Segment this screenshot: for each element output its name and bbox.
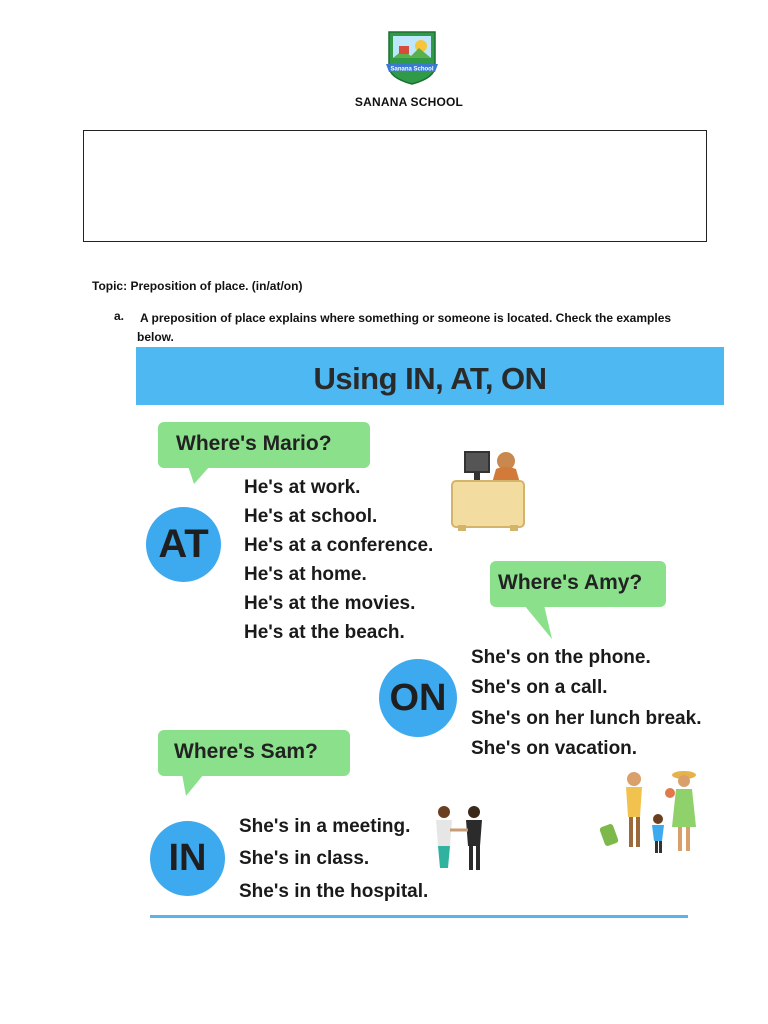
on-line: She's on the phone. xyxy=(471,647,651,668)
on-line: She's on a call. xyxy=(471,677,608,698)
circle-on xyxy=(379,659,457,737)
topic-heading: Topic: Preposition of place. (in/at/on) xyxy=(92,279,303,293)
at-line: He's at a conference. xyxy=(244,535,434,556)
meeting-illustration xyxy=(426,802,496,872)
infographic-title: Using IN, AT, ON xyxy=(313,361,547,396)
speech-bubble-sam xyxy=(158,730,350,776)
school-logo xyxy=(383,28,441,86)
label-at: AT xyxy=(158,522,209,566)
circle-at xyxy=(146,507,221,582)
in-line: She's in the hospital. xyxy=(239,881,429,902)
question-sam: Where's Sam? xyxy=(174,740,318,763)
bubble-tail xyxy=(182,774,204,796)
logo-text: Sanana School xyxy=(390,66,434,73)
at-line: He's at home. xyxy=(244,564,367,585)
label-on: ON xyxy=(389,677,447,719)
in-line: She's in class. xyxy=(239,848,370,869)
speech-bubble-amy xyxy=(490,561,666,607)
list-marker: a. xyxy=(114,309,125,323)
bubble-tail xyxy=(188,466,212,484)
at-line: He's at school. xyxy=(244,506,378,527)
at-line: He's at the movies. xyxy=(244,593,416,614)
speech-bubble-mario xyxy=(158,422,370,468)
item-a-text: A preposition of place explains where something or someone is located. Check the examples below. xyxy=(137,311,672,344)
circle-in xyxy=(150,821,225,896)
at-line: He's at the beach. xyxy=(244,622,405,643)
office-desk-illustration xyxy=(444,447,530,533)
on-line: She's on vacation. xyxy=(471,738,638,759)
prepositions-infographic xyxy=(136,347,724,923)
bottom-rule xyxy=(150,915,688,918)
bubble-tail xyxy=(524,605,558,639)
label-in: IN xyxy=(168,837,207,879)
question-amy: Where's Amy? xyxy=(498,571,643,594)
question-mario: Where's Mario? xyxy=(176,432,332,455)
student-info-box[interactable] xyxy=(83,130,707,242)
on-line: She's on her lunch break. xyxy=(471,708,702,729)
family-vacation-illustration xyxy=(596,767,706,857)
in-line: She's in a meeting. xyxy=(239,816,411,837)
at-line: He's at work. xyxy=(244,477,361,498)
school-name: SANANA SCHOOL xyxy=(354,95,464,109)
